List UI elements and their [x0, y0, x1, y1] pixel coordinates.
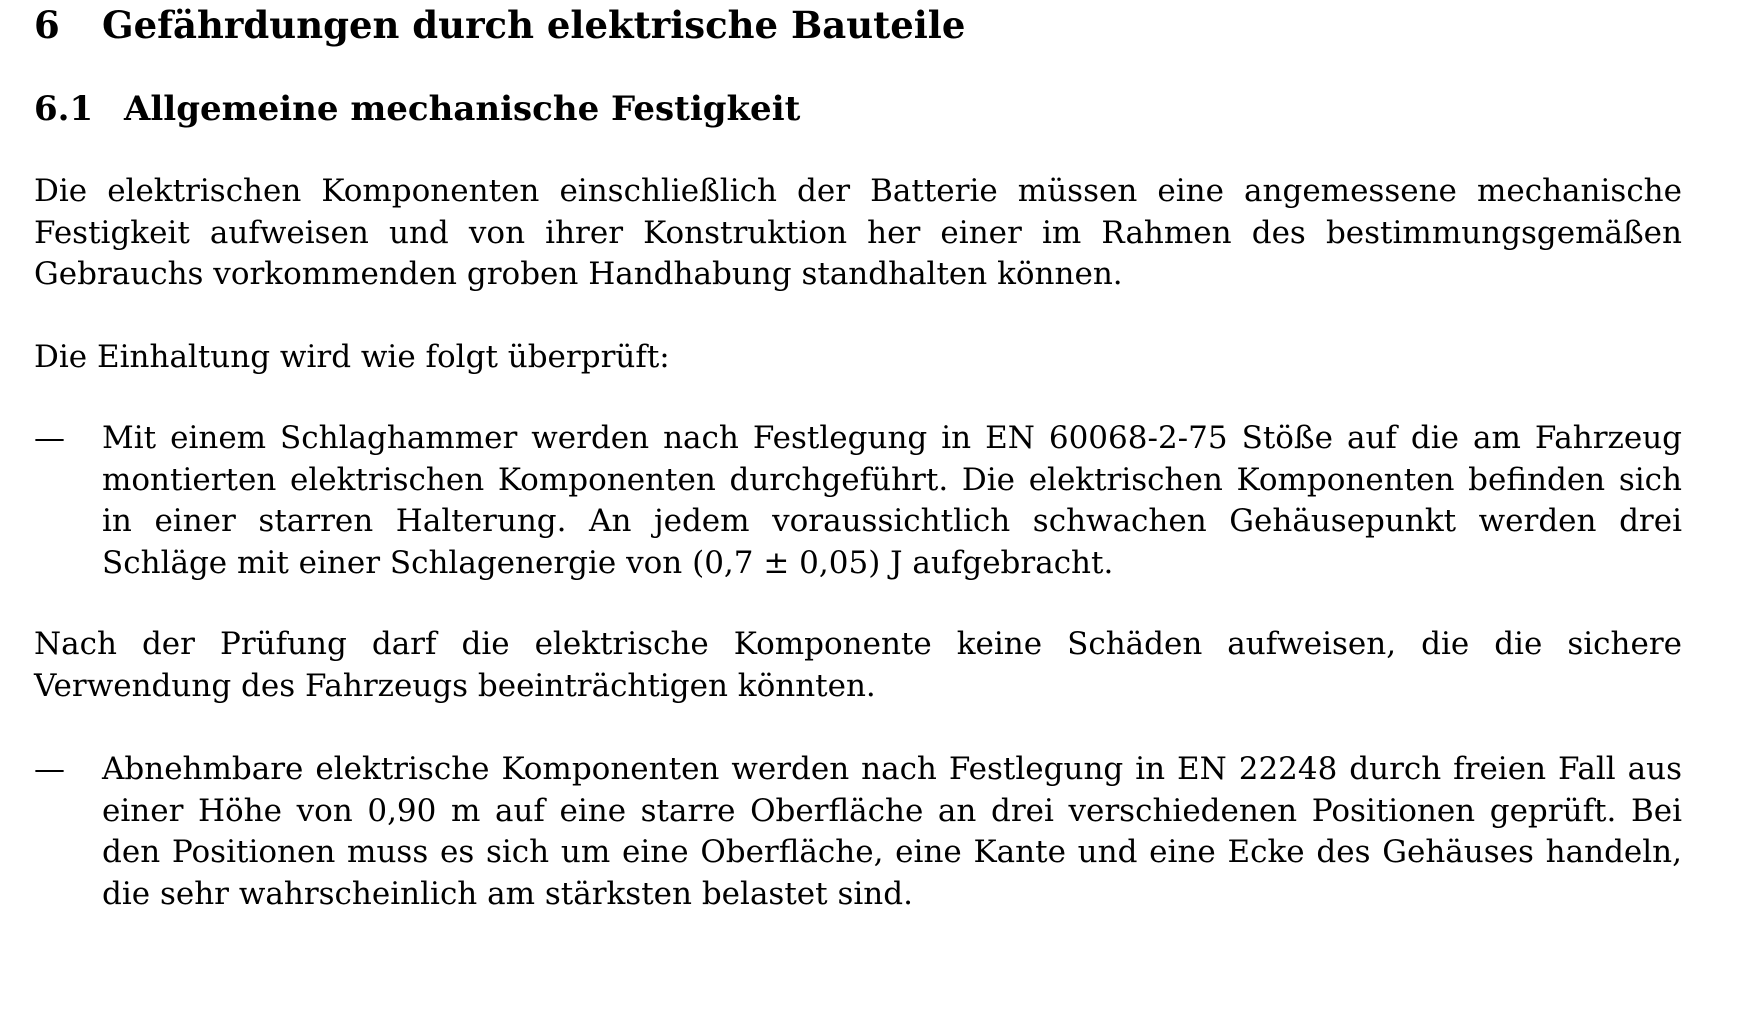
paragraph-after-test: Nach der Prüfung darf die elektrische Komponente keine Schäden aufweisen, die die sichere Verwendung des Fahrzeugs beeinträchtigen könnten. [34, 626, 1682, 704]
list-item-impact-test [34, 418, 1682, 584]
list-item-drop-test [34, 749, 1682, 915]
paragraph-compliance-intro: Die Einhaltung wird wie folgt überprüft: [34, 339, 670, 375]
list-dash-marker: — [34, 751, 65, 787]
list-item-text: Mit einem Schlaghammer werden nach Festlegung in EN 60068-2-75 Stöße auf die am Fahrzeug montierten elektrischen Komponenten durchgeführt. Die elektrischen Komponenten befinden sich in einer starren Halterung. An jedem voraussichtlich schwachen Gehäusepunkt werden drei Schläge mit einer Schlagenergie von (0,7 ± 0,05) J aufgebracht. [102, 420, 1682, 581]
list-dash-marker: — [34, 420, 65, 456]
paragraph-requirement: Die elektrischen Komponenten einschließlich der Batterie müssen eine angemessene mechanische Festigkeit aufweisen und von ihrer Konstruktion her einer im Rahmen des bestimmungsgemäßen Gebrauchs vorkommenden groben Handhabung standhalten können. [34, 173, 1682, 292]
subsection-number: 6.1 [34, 89, 94, 129]
subsection-heading [34, 86, 800, 132]
list-item-text: Abnehmbare elektrische Komponenten werden nach Festlegung in EN 22248 durch freien Fall aus einer Höhe von 0,90 m auf eine starre Oberfläche an drei verschiedenen Positionen geprüft. Bei den Positionen muss es sich um eine Oberfläche, eine Kante und eine Ecke des Gehäuses handeln, die sehr wahrscheinlich am stärksten belastet sind. [102, 751, 1682, 912]
subsection-title: Allgemeine mechanische Festigkeit [124, 89, 801, 129]
section-title: Gefährdungen durch elektrische Bauteile [102, 3, 966, 47]
section-heading [34, 0, 965, 50]
section-number: 6 [34, 3, 60, 47]
